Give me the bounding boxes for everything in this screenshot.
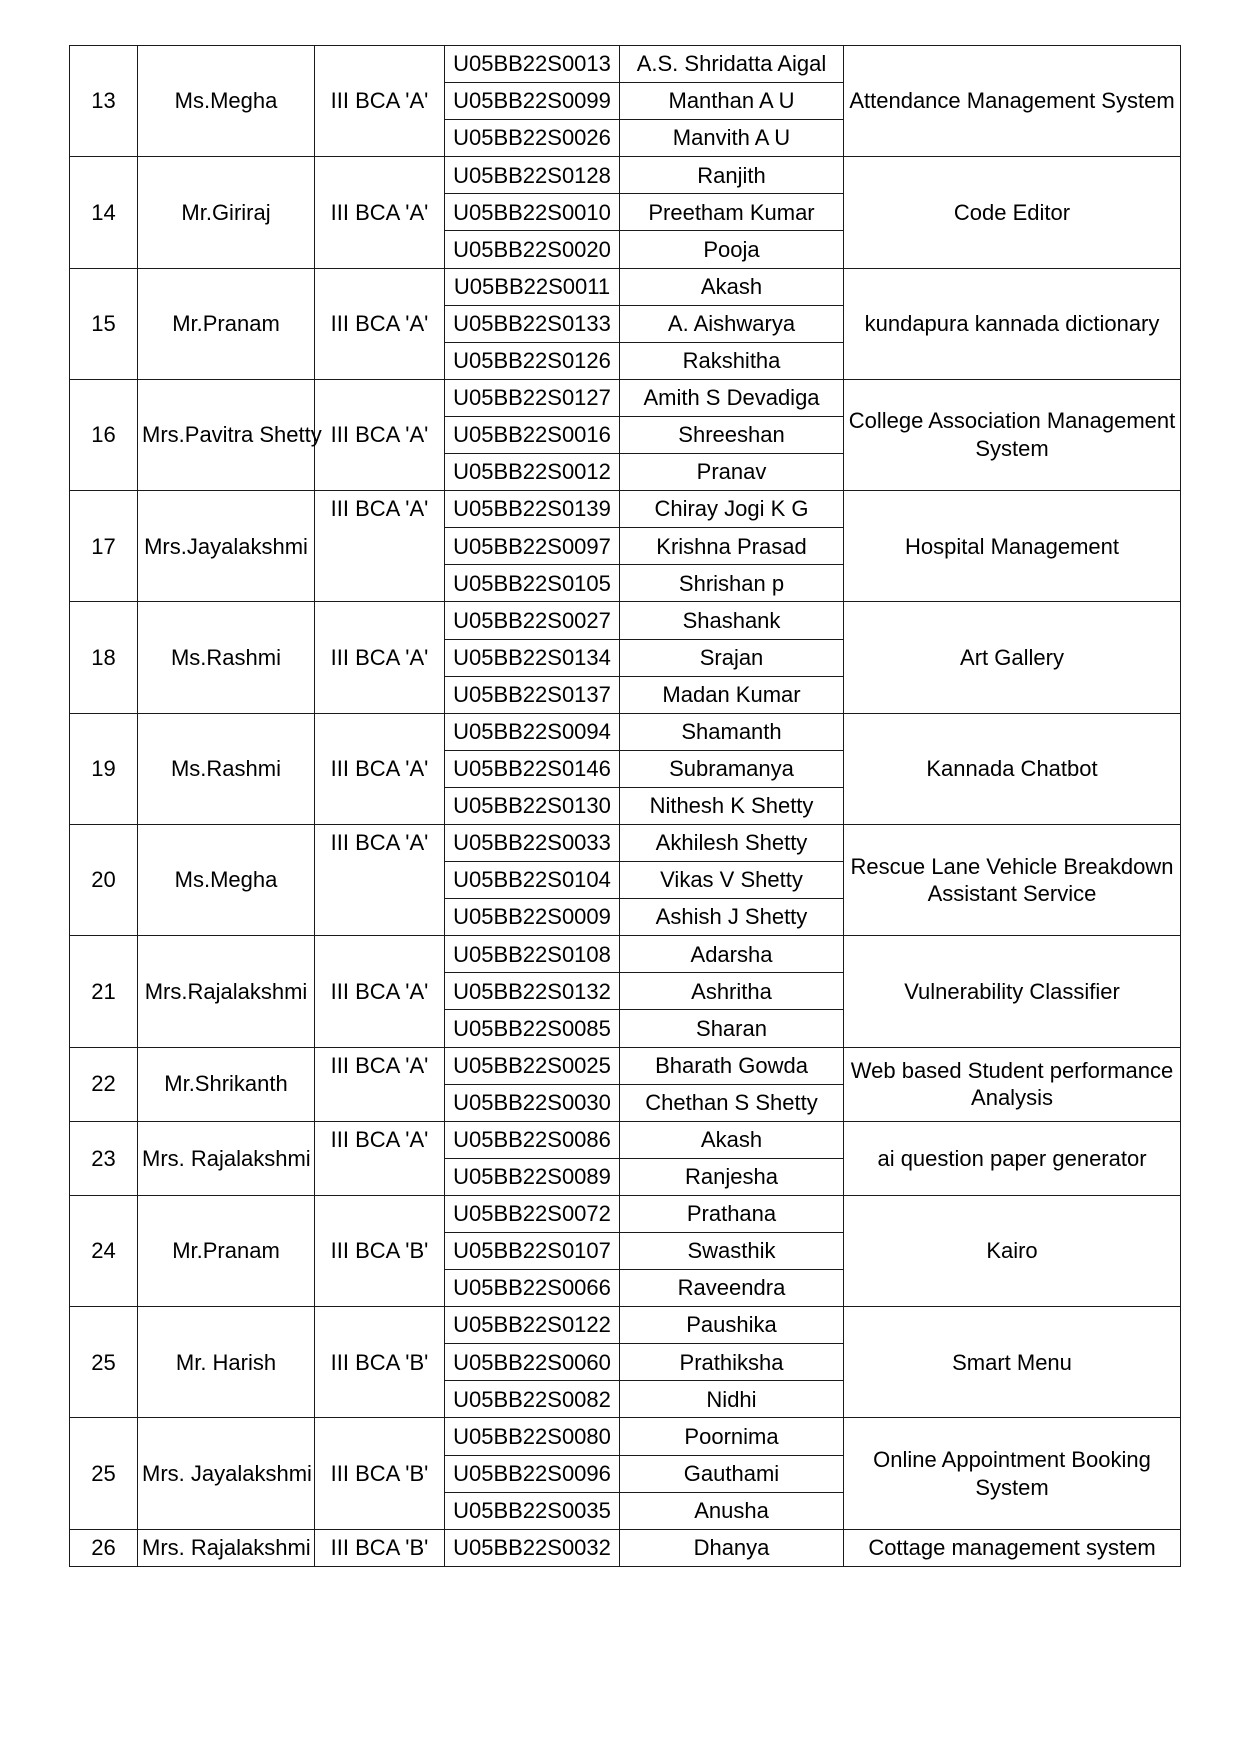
student-name: Anusha (620, 1492, 844, 1529)
student-name: Amith S Devadiga (620, 379, 844, 416)
table-row (70, 491, 1181, 528)
project-title: kundapura kannada dictionary (844, 268, 1181, 379)
register-number: U05BB22S0080 (445, 1418, 620, 1455)
project-title: Attendance Management System (844, 46, 1181, 157)
class-name: III BCA 'A' (315, 1047, 445, 1121)
student-name: Adarsha (620, 936, 844, 973)
table-row (70, 602, 1181, 639)
class-name: III BCA 'A' (315, 379, 445, 490)
student-name: Ashritha (620, 973, 844, 1010)
group-number: 19 (70, 713, 138, 824)
project-title: Vulnerability Classifier (844, 936, 1181, 1047)
project-title: Kairo (844, 1195, 1181, 1306)
class-name: III BCA 'A' (315, 936, 445, 1047)
student-name: Nithesh K Shetty (620, 787, 844, 824)
register-number: U05BB22S0020 (445, 231, 620, 268)
student-name: Bharath Gowda (620, 1047, 844, 1084)
project-title: Art Gallery (844, 602, 1181, 713)
student-name: Ashish J Shetty (620, 899, 844, 936)
table-row (70, 268, 1181, 305)
table-row (70, 1121, 1181, 1158)
group-number: 17 (70, 491, 138, 602)
register-number: U05BB22S0127 (445, 379, 620, 416)
group-number: 24 (70, 1195, 138, 1306)
guide-name: Ms.Megha (138, 46, 315, 157)
student-name: Madan Kumar (620, 676, 844, 713)
student-name: Akash (620, 1121, 844, 1158)
register-number: U05BB22S0104 (445, 862, 620, 899)
guide-name: Mrs. Rajalakshmi (138, 1121, 315, 1195)
guide-name: Ms.Megha (138, 824, 315, 935)
table-row (70, 157, 1181, 194)
table-row (70, 1529, 1181, 1566)
class-name: III BCA 'B' (315, 1307, 445, 1418)
table-row (70, 1307, 1181, 1344)
student-name: Swasthik (620, 1233, 844, 1270)
student-name: Srajan (620, 639, 844, 676)
register-number: U05BB22S0122 (445, 1307, 620, 1344)
table-row (70, 1047, 1181, 1084)
student-name: Pooja (620, 231, 844, 268)
project-title: Kannada Chatbot (844, 713, 1181, 824)
register-number: U05BB22S0139 (445, 491, 620, 528)
student-name: Nidhi (620, 1381, 844, 1418)
register-number: U05BB22S0099 (445, 83, 620, 120)
guide-name: Ms.Rashmi (138, 602, 315, 713)
register-number: U05BB22S0072 (445, 1195, 620, 1232)
student-name: Vikas V Shetty (620, 862, 844, 899)
project-title: Online Appointment Booking System (844, 1418, 1181, 1529)
student-name: Shashank (620, 602, 844, 639)
student-name: Rakshitha (620, 342, 844, 379)
student-name: A.S. Shridatta Aigal (620, 46, 844, 83)
student-name: Raveendra (620, 1270, 844, 1307)
project-title: Code Editor (844, 157, 1181, 268)
register-number: U05BB22S0134 (445, 639, 620, 676)
class-name: III BCA 'A' (315, 602, 445, 713)
student-name: Subramanya (620, 750, 844, 787)
student-name: Chiray Jogi K G (620, 491, 844, 528)
table-row (70, 1195, 1181, 1232)
class-name: III BCA 'A' (315, 268, 445, 379)
register-number: U05BB22S0130 (445, 787, 620, 824)
register-number: U05BB22S0108 (445, 936, 620, 973)
class-name: III BCA 'A' (315, 713, 445, 824)
register-number: U05BB22S0089 (445, 1158, 620, 1195)
guide-name: Ms.Rashmi (138, 713, 315, 824)
register-number: U05BB22S0133 (445, 305, 620, 342)
register-number: U05BB22S0066 (445, 1270, 620, 1307)
student-name: Ranjesha (620, 1158, 844, 1195)
register-number: U05BB22S0027 (445, 602, 620, 639)
guide-name: Mrs.Jayalakshmi (138, 491, 315, 602)
register-number: U05BB22S0082 (445, 1381, 620, 1418)
group-number: 25 (70, 1418, 138, 1529)
group-number: 15 (70, 268, 138, 379)
class-name: III BCA 'B' (315, 1529, 445, 1566)
register-number: U05BB22S0013 (445, 46, 620, 83)
register-number: U05BB22S0126 (445, 342, 620, 379)
register-number: U05BB22S0035 (445, 1492, 620, 1529)
register-number: U05BB22S0012 (445, 454, 620, 491)
student-name: Pranav (620, 454, 844, 491)
guide-name: Mrs. Rajalakshmi (138, 1529, 315, 1566)
student-name: Preetham Kumar (620, 194, 844, 231)
group-number: 25 (70, 1307, 138, 1418)
table-row (70, 713, 1181, 750)
student-name: Chethan S Shetty (620, 1084, 844, 1121)
table-row (70, 936, 1181, 973)
student-name: Manthan A U (620, 83, 844, 120)
group-number: 13 (70, 46, 138, 157)
register-number: U05BB22S0026 (445, 120, 620, 157)
register-number: U05BB22S0137 (445, 676, 620, 713)
table-row (70, 1418, 1181, 1455)
guide-name: Mrs. Jayalakshmi (138, 1418, 315, 1529)
guide-name: Mr.Pranam (138, 268, 315, 379)
class-name: III BCA 'B' (315, 1418, 445, 1529)
guide-name: Mr.Giriraj (138, 157, 315, 268)
student-name: Shreeshan (620, 416, 844, 453)
student-name: Akhilesh Shetty (620, 824, 844, 861)
guide-name: Mr.Pranam (138, 1195, 315, 1306)
project-title: Smart Menu (844, 1307, 1181, 1418)
register-number: U05BB22S0085 (445, 1010, 620, 1047)
project-title: ai question paper generator (844, 1121, 1181, 1195)
register-number: U05BB22S0009 (445, 899, 620, 936)
project-title: Rescue Lane Vehicle Breakdown Assistant Service (844, 824, 1181, 935)
register-number: U05BB22S0146 (445, 750, 620, 787)
register-number: U05BB22S0107 (445, 1233, 620, 1270)
class-name: III BCA 'A' (315, 46, 445, 157)
guide-name: Mrs.Rajalakshmi (138, 936, 315, 1047)
table-body (70, 46, 1181, 1567)
project-title: Web based Student performance Analysis (844, 1047, 1181, 1121)
register-number: U05BB22S0086 (445, 1121, 620, 1158)
student-name: Manvith A U (620, 120, 844, 157)
register-number: U05BB22S0094 (445, 713, 620, 750)
register-number: U05BB22S0132 (445, 973, 620, 1010)
student-name: Dhanya (620, 1529, 844, 1566)
class-name: III BCA 'A' (315, 491, 445, 602)
group-number: 18 (70, 602, 138, 713)
register-number: U05BB22S0025 (445, 1047, 620, 1084)
register-number: U05BB22S0010 (445, 194, 620, 231)
register-number: U05BB22S0096 (445, 1455, 620, 1492)
group-number: 20 (70, 824, 138, 935)
student-name: Prathana (620, 1195, 844, 1232)
group-number: 14 (70, 157, 138, 268)
register-number: U05BB22S0032 (445, 1529, 620, 1566)
register-number: U05BB22S0030 (445, 1084, 620, 1121)
group-number: 23 (70, 1121, 138, 1195)
register-number: U05BB22S0060 (445, 1344, 620, 1381)
class-name: III BCA 'B' (315, 1195, 445, 1306)
table-row (70, 46, 1181, 83)
register-number: U05BB22S0033 (445, 824, 620, 861)
register-number: U05BB22S0128 (445, 157, 620, 194)
register-number: U05BB22S0011 (445, 268, 620, 305)
group-number: 21 (70, 936, 138, 1047)
group-number: 26 (70, 1529, 138, 1566)
register-number: U05BB22S0016 (445, 416, 620, 453)
project-title: Hospital Management (844, 491, 1181, 602)
student-name: Poornima (620, 1418, 844, 1455)
guide-name: Mr.Shrikanth (138, 1047, 315, 1121)
student-name: A. Aishwarya (620, 305, 844, 342)
student-name: Ranjith (620, 157, 844, 194)
table-row (70, 379, 1181, 416)
project-title: College Association Management System (844, 379, 1181, 490)
register-number: U05BB22S0105 (445, 565, 620, 602)
student-name: Krishna Prasad (620, 528, 844, 565)
student-name: Sharan (620, 1010, 844, 1047)
group-number: 22 (70, 1047, 138, 1121)
student-name: Gauthami (620, 1455, 844, 1492)
project-allocation-table (69, 45, 1181, 1567)
project-title: Cottage management system (844, 1529, 1181, 1566)
student-name: Shrishan p (620, 565, 844, 602)
guide-name: Mr. Harish (138, 1307, 315, 1418)
table-row (70, 824, 1181, 861)
class-name: III BCA 'A' (315, 1121, 445, 1195)
guide-name: Mrs.Pavitra Shetty (138, 379, 315, 490)
student-name: Shamanth (620, 713, 844, 750)
group-number: 16 (70, 379, 138, 490)
class-name: III BCA 'A' (315, 824, 445, 935)
student-name: Akash (620, 268, 844, 305)
register-number: U05BB22S0097 (445, 528, 620, 565)
student-name: Paushika (620, 1307, 844, 1344)
student-name: Prathiksha (620, 1344, 844, 1381)
class-name: III BCA 'A' (315, 157, 445, 268)
